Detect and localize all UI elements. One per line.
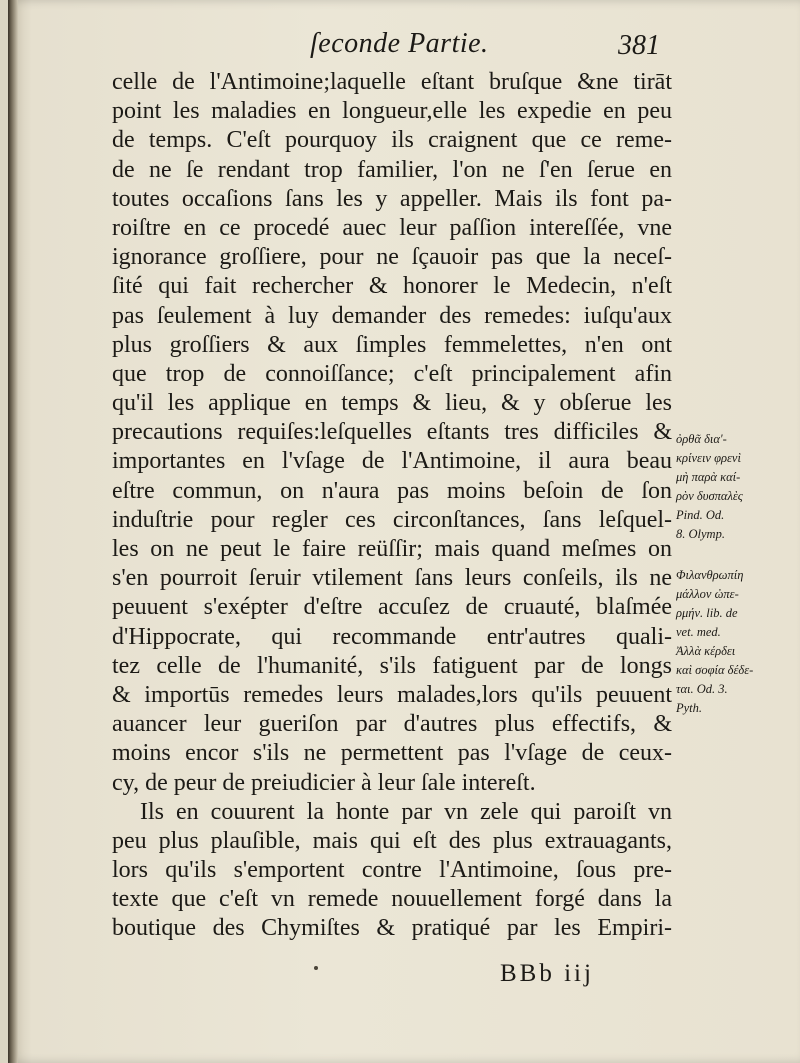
margin-note-line: ται. Od. 3. bbox=[676, 682, 728, 696]
text-line: que trop de connoiſſance; c'eſt principalement afin bbox=[112, 360, 672, 387]
marginal-notes bbox=[676, 430, 796, 718]
margin-note-line: κρίνειν φρενὶ bbox=[676, 451, 741, 465]
text-line: de temps. C'eſt pourquoy ils craignent que ce reme- bbox=[112, 127, 672, 154]
text-line: point les maladies en longueur,elle les expedie en peu bbox=[112, 98, 672, 125]
margin-note-line: ρμήν. lib. de bbox=[676, 606, 738, 620]
margin-note-line: Ἀλλὰ κέρδει bbox=[676, 644, 736, 658]
text-line: les on ne peut le faire reüſſir; mais quand meſmes on bbox=[112, 536, 672, 562]
page-number: 381 bbox=[618, 30, 660, 61]
text-line: induſtrie pour regler ces circonſtances, ſans leſquel- bbox=[112, 506, 672, 533]
margin-note-line: Pyth. bbox=[676, 701, 703, 715]
page-header bbox=[0, 26, 800, 66]
text-line: peuuent s'exépter d'eſtre accuſez de cruauté, blaſmée bbox=[112, 594, 672, 621]
margin-note-line: μάλλον ὠπε- bbox=[676, 587, 739, 601]
text-line: peu plus plauſible, mais qui eſt des plus extrauagants, bbox=[112, 827, 672, 854]
ink-dot bbox=[314, 966, 318, 970]
page-gutter-edge bbox=[8, 0, 18, 1063]
margin-note-line: vet. med. bbox=[676, 625, 721, 639]
text-line: toutes occaſions ſans les y appeller. Mais ils font pa- bbox=[112, 185, 672, 212]
text-line: ignorance groſſiere, pour ne ſçauoir pas que la neceſ- bbox=[112, 244, 672, 271]
text-line: de ne ſe rendant trop familier, l'on ne ſ'en ſerue en bbox=[112, 156, 672, 183]
margin-note-line: 8. Olymp. bbox=[676, 527, 725, 541]
text-line: pas ſeulement à luy demander des remedes: iuſqu'aux bbox=[112, 302, 672, 329]
margin-note-line: ρὸν δυσπαλὲς bbox=[676, 489, 743, 503]
text-line: d'Hippocrate, qui recommande entr'autres quali- bbox=[112, 623, 672, 650]
text-line: importantes en l'vſage de l'Antimoine, il aura beau bbox=[112, 448, 672, 475]
text-line: auancer leur gueriſon par d'autres plus effectifs, & bbox=[112, 711, 672, 738]
margin-note-line: καὶ σοφία δέδε- bbox=[676, 663, 754, 677]
text-line: lors qu'ils s'emportent contre l'Antimoine, ſous pre- bbox=[112, 857, 672, 884]
text-line: texte que c'eſt vn remede nouuellement forgé dans la bbox=[112, 886, 672, 913]
text-line: plus groſſiers & aux ſimples femmelettes, n'en ont bbox=[112, 331, 672, 358]
text-line: cy, de peur de preiudicier à leur ſale intereſt. bbox=[112, 769, 536, 796]
text-line: roiſtre en ce procedé auec leur paſſion intereſſée, vne bbox=[112, 214, 672, 241]
running-title: ſeconde Partie. bbox=[310, 28, 489, 59]
margin-note-line: μὴ παρὰ καί- bbox=[676, 470, 741, 484]
paragraph-start-line: Ils en couurent la honte par vn zele qui paroiſt vn bbox=[140, 798, 672, 825]
text-line: tez celle de l'humanité, s'ils fatiguent par de longs bbox=[112, 652, 672, 679]
margin-note-line: Φιλανθρωπίη bbox=[676, 568, 744, 582]
text-line: qu'il les applique en temps & lieu, & y obſerue les bbox=[112, 390, 672, 417]
text-line: boutique des Chymiſtes & pratiqué par les Empiri- bbox=[112, 915, 672, 942]
text-line: celle de l'Antimoine;laquelle eſtant bruſque &ne tirāt bbox=[112, 69, 672, 95]
text-line: ſité qui fait rechercher & honorer le Medecin, n'eſt bbox=[112, 273, 672, 300]
signature-mark: BBb iij bbox=[500, 960, 594, 987]
text-line: moins encor s'ils ne permettent pas l'vſage de ceux- bbox=[112, 740, 672, 767]
margin-note-line: ὀρθᾶ διαʹ- bbox=[676, 432, 727, 446]
body-text bbox=[112, 68, 672, 944]
margin-note-line: Pind. Od. bbox=[676, 508, 725, 522]
text-line: eſtre commun, on n'aura pas moins beſoin de ſon bbox=[112, 477, 672, 504]
text-line: precautions requiſes:leſquelles eſtants tres difficiles & bbox=[112, 419, 672, 446]
text-line: & importūs remedes leurs malades,lors qu'ils peuuent bbox=[112, 681, 672, 708]
text-line: s'en pourroit ſeruir vtilement ſans leurs conſeils, ils ne bbox=[112, 565, 672, 592]
